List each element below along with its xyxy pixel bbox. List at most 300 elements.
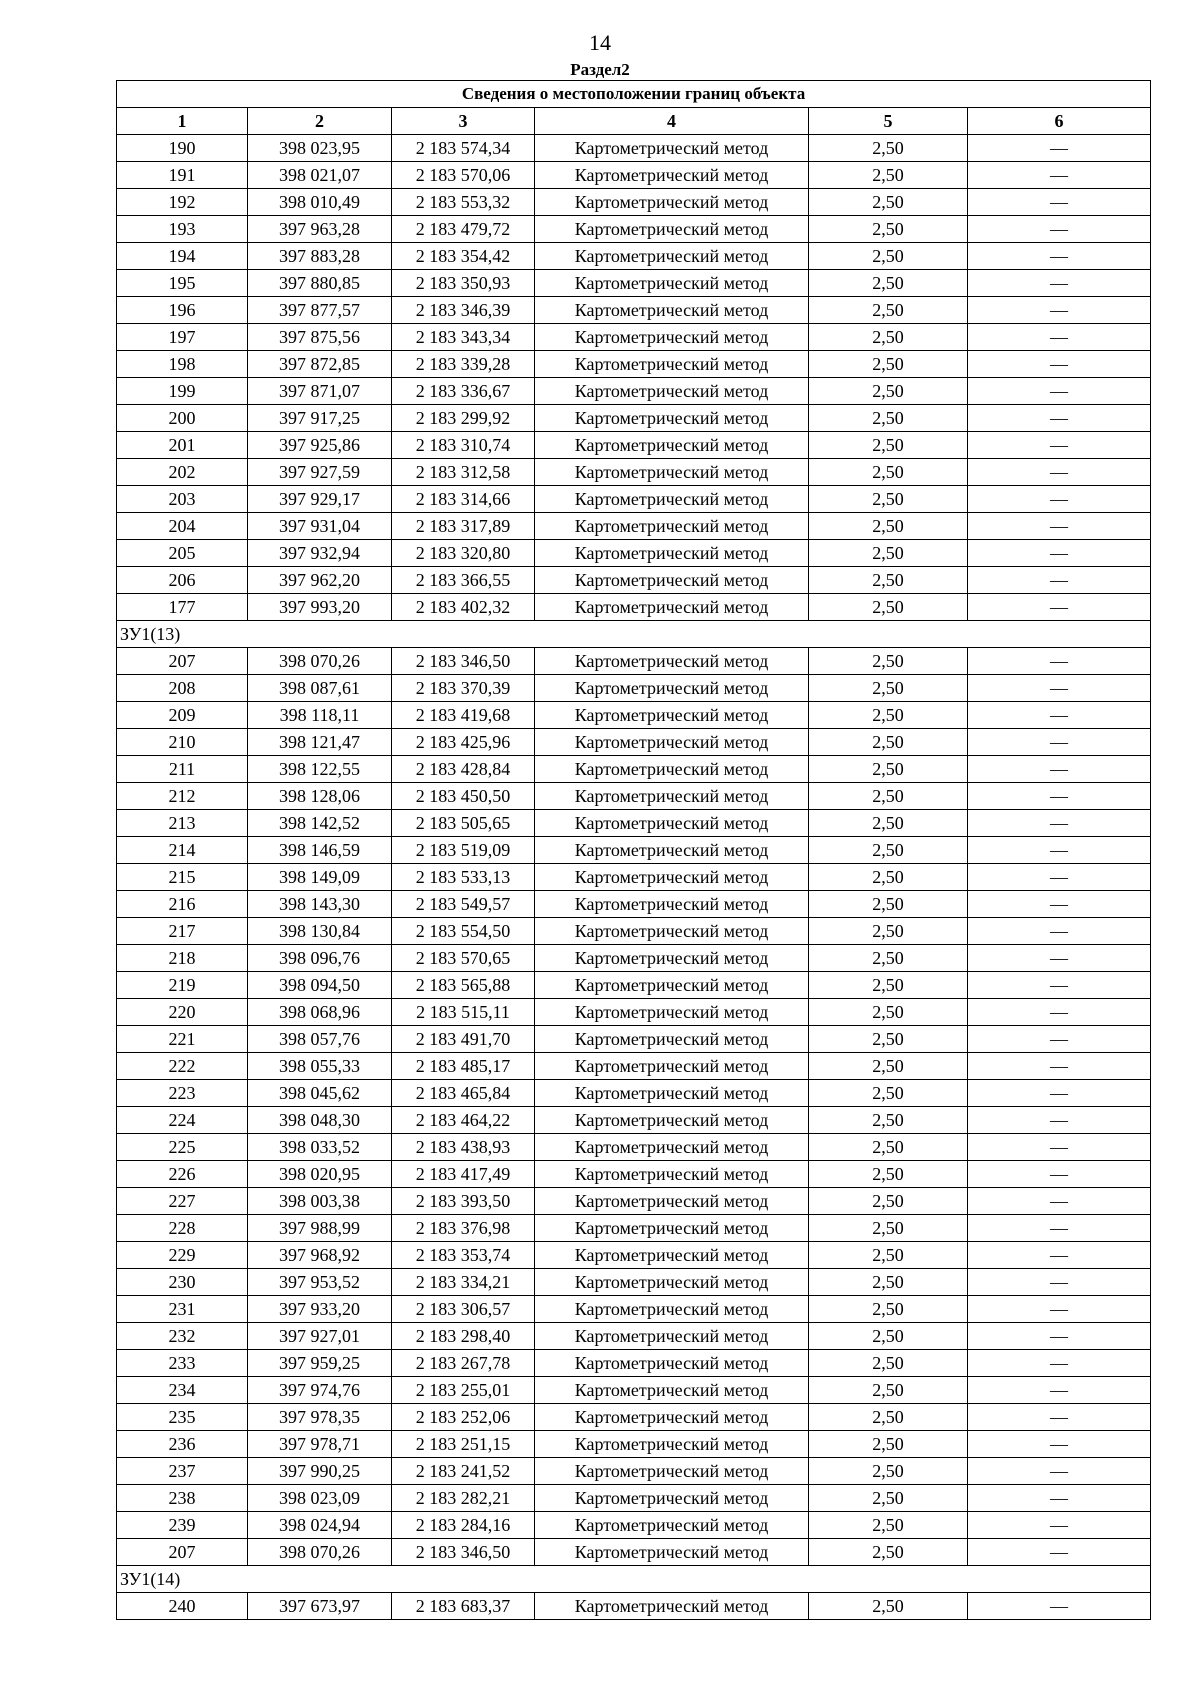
table-row — [117, 783, 1151, 810]
x-coordinate-cell: 397 925,86 — [248, 432, 392, 459]
accuracy-cell: 2,50 — [809, 1350, 968, 1377]
description-cell: — — [968, 945, 1151, 972]
section-title: Раздел2 — [570, 60, 630, 79]
accuracy-cell: 2,50 — [809, 837, 968, 864]
column-header: 6 — [968, 108, 1151, 135]
y-coordinate-cell: 2 183 306,57 — [392, 1296, 535, 1323]
table-row — [117, 405, 1151, 432]
table-caption: Сведения о местоположении границ объекта — [117, 81, 1151, 108]
accuracy-cell: 2,50 — [809, 459, 968, 486]
description-cell: — — [968, 918, 1151, 945]
y-coordinate-cell: 2 183 479,72 — [392, 216, 535, 243]
accuracy-cell: 2,50 — [809, 1053, 968, 1080]
description-cell: — — [968, 1431, 1151, 1458]
point-number-cell: 214 — [117, 837, 248, 864]
accuracy-cell: 2,50 — [809, 270, 968, 297]
point-number-cell: 220 — [117, 999, 248, 1026]
x-coordinate-cell: 397 968,92 — [248, 1242, 392, 1269]
method-cell: Картометрический метод — [535, 702, 809, 729]
x-coordinate-cell: 398 020,95 — [248, 1161, 392, 1188]
method-cell: Картометрический метод — [535, 1296, 809, 1323]
x-coordinate-cell: 398 033,52 — [248, 1134, 392, 1161]
table-row — [117, 135, 1151, 162]
y-coordinate-cell: 2 183 519,09 — [392, 837, 535, 864]
table-row — [117, 459, 1151, 486]
accuracy-cell: 2,50 — [809, 567, 968, 594]
x-coordinate-cell: 397 988,99 — [248, 1215, 392, 1242]
accuracy-cell: 2,50 — [809, 1296, 968, 1323]
description-cell: — — [968, 243, 1151, 270]
method-cell: Картометрический метод — [535, 1377, 809, 1404]
table-row — [117, 1539, 1151, 1566]
table-row — [117, 594, 1151, 621]
description-cell: — — [968, 405, 1151, 432]
description-cell: — — [968, 324, 1151, 351]
y-coordinate-cell: 2 183 570,06 — [392, 162, 535, 189]
method-cell: Картометрический метод — [535, 864, 809, 891]
table-row — [117, 918, 1151, 945]
point-number-cell: 201 — [117, 432, 248, 459]
description-cell: — — [968, 1593, 1151, 1620]
y-coordinate-cell: 2 183 346,39 — [392, 297, 535, 324]
accuracy-cell: 2,50 — [809, 891, 968, 918]
y-coordinate-cell: 2 183 366,55 — [392, 567, 535, 594]
method-cell: Картометрический метод — [535, 1053, 809, 1080]
method-cell: Картометрический метод — [535, 1404, 809, 1431]
description-cell: — — [968, 1161, 1151, 1188]
y-coordinate-cell: 2 183 353,74 — [392, 1242, 535, 1269]
y-coordinate-cell: 2 183 339,28 — [392, 351, 535, 378]
x-coordinate-cell: 398 149,09 — [248, 864, 392, 891]
y-coordinate-cell: 2 183 310,74 — [392, 432, 535, 459]
description-cell: — — [968, 297, 1151, 324]
table-row — [117, 702, 1151, 729]
description-cell: — — [968, 837, 1151, 864]
accuracy-cell: 2,50 — [809, 918, 968, 945]
x-coordinate-cell: 398 121,47 — [248, 729, 392, 756]
method-cell: Картометрический метод — [535, 1323, 809, 1350]
y-coordinate-cell: 2 183 419,68 — [392, 702, 535, 729]
description-cell: — — [968, 1053, 1151, 1080]
table-row — [117, 1188, 1151, 1215]
accuracy-cell: 2,50 — [809, 297, 968, 324]
description-cell: — — [968, 972, 1151, 999]
x-coordinate-cell: 398 024,94 — [248, 1512, 392, 1539]
point-number-cell: 228 — [117, 1215, 248, 1242]
description-cell: — — [968, 999, 1151, 1026]
table-row — [117, 810, 1151, 837]
method-cell: Картометрический метод — [535, 324, 809, 351]
x-coordinate-cell: 398 146,59 — [248, 837, 392, 864]
description-cell: — — [968, 1269, 1151, 1296]
point-number-cell: 230 — [117, 1269, 248, 1296]
y-coordinate-cell: 2 183 450,50 — [392, 783, 535, 810]
point-number-cell: 234 — [117, 1377, 248, 1404]
description-cell: — — [968, 1323, 1151, 1350]
method-cell: Картометрический метод — [535, 756, 809, 783]
description-cell: — — [968, 513, 1151, 540]
table-row — [117, 1404, 1151, 1431]
y-coordinate-cell: 2 183 317,89 — [392, 513, 535, 540]
method-cell: Картометрический метод — [535, 378, 809, 405]
accuracy-cell: 2,50 — [809, 405, 968, 432]
column-header: 4 — [535, 108, 809, 135]
point-number-cell: 219 — [117, 972, 248, 999]
point-number-cell: 222 — [117, 1053, 248, 1080]
description-cell: — — [968, 783, 1151, 810]
y-coordinate-cell: 2 183 393,50 — [392, 1188, 535, 1215]
point-number-cell: 199 — [117, 378, 248, 405]
accuracy-cell: 2,50 — [809, 162, 968, 189]
page-number: 14 — [589, 30, 611, 55]
point-number-cell: 197 — [117, 324, 248, 351]
table-row — [117, 1107, 1151, 1134]
table-row — [117, 486, 1151, 513]
table-row — [117, 756, 1151, 783]
point-number-cell: 212 — [117, 783, 248, 810]
x-coordinate-cell: 397 959,25 — [248, 1350, 392, 1377]
table-row — [117, 864, 1151, 891]
description-cell: — — [968, 1512, 1151, 1539]
y-coordinate-cell: 2 183 267,78 — [392, 1350, 535, 1377]
y-coordinate-cell: 2 183 252,06 — [392, 1404, 535, 1431]
point-number-cell: 229 — [117, 1242, 248, 1269]
method-cell: Картометрический метод — [535, 891, 809, 918]
table-caption-row — [117, 81, 1151, 108]
x-coordinate-cell: 398 057,76 — [248, 1026, 392, 1053]
method-cell: Картометрический метод — [535, 594, 809, 621]
x-coordinate-cell: 397 963,28 — [248, 216, 392, 243]
method-cell: Картометрический метод — [535, 1269, 809, 1296]
point-number-cell: 177 — [117, 594, 248, 621]
point-number-cell: 240 — [117, 1593, 248, 1620]
description-cell: — — [968, 1188, 1151, 1215]
point-number-cell: 237 — [117, 1458, 248, 1485]
description-cell: — — [968, 1134, 1151, 1161]
point-number-cell: 205 — [117, 540, 248, 567]
x-coordinate-cell: 397 974,76 — [248, 1377, 392, 1404]
y-coordinate-cell: 2 183 554,50 — [392, 918, 535, 945]
y-coordinate-cell: 2 183 282,21 — [392, 1485, 535, 1512]
method-cell: Картометрический метод — [535, 648, 809, 675]
accuracy-cell: 2,50 — [809, 675, 968, 702]
point-number-cell: 233 — [117, 1350, 248, 1377]
point-number-cell: 191 — [117, 162, 248, 189]
method-cell: Картометрический метод — [535, 1026, 809, 1053]
method-cell: Картометрический метод — [535, 1107, 809, 1134]
column-header: 2 — [248, 108, 392, 135]
description-cell: — — [968, 1026, 1151, 1053]
description-cell: — — [968, 135, 1151, 162]
x-coordinate-cell: 398 142,52 — [248, 810, 392, 837]
point-number-cell: 204 — [117, 513, 248, 540]
accuracy-cell: 2,50 — [809, 999, 968, 1026]
accuracy-cell: 2,50 — [809, 1215, 968, 1242]
point-number-cell: 192 — [117, 189, 248, 216]
table-row — [117, 972, 1151, 999]
table-row — [117, 324, 1151, 351]
point-number-cell: 231 — [117, 1296, 248, 1323]
table-row — [117, 1593, 1151, 1620]
y-coordinate-cell: 2 183 485,17 — [392, 1053, 535, 1080]
y-coordinate-cell: 2 183 533,13 — [392, 864, 535, 891]
point-number-cell: 221 — [117, 1026, 248, 1053]
point-number-cell: 238 — [117, 1485, 248, 1512]
method-cell: Картометрический метод — [535, 1485, 809, 1512]
x-coordinate-cell: 398 118,11 — [248, 702, 392, 729]
table-row — [117, 1161, 1151, 1188]
y-coordinate-cell: 2 183 464,22 — [392, 1107, 535, 1134]
x-coordinate-cell: 398 130,84 — [248, 918, 392, 945]
point-number-cell: 210 — [117, 729, 248, 756]
x-coordinate-cell: 398 023,09 — [248, 1485, 392, 1512]
x-coordinate-cell: 398 087,61 — [248, 675, 392, 702]
method-cell: Картометрический метод — [535, 783, 809, 810]
table-row — [117, 162, 1151, 189]
method-cell: Картометрический метод — [535, 1134, 809, 1161]
method-cell: Картометрический метод — [535, 270, 809, 297]
accuracy-cell: 2,50 — [809, 540, 968, 567]
y-coordinate-cell: 2 183 241,52 — [392, 1458, 535, 1485]
method-cell: Картометрический метод — [535, 810, 809, 837]
method-cell: Картометрический метод — [535, 1188, 809, 1215]
x-coordinate-cell: 397 978,35 — [248, 1404, 392, 1431]
y-coordinate-cell: 2 183 354,42 — [392, 243, 535, 270]
description-cell: — — [968, 594, 1151, 621]
accuracy-cell: 2,50 — [809, 216, 968, 243]
y-coordinate-cell: 2 183 376,98 — [392, 1215, 535, 1242]
x-coordinate-cell: 398 048,30 — [248, 1107, 392, 1134]
method-cell: Картометрический метод — [535, 1512, 809, 1539]
method-cell: Картометрический метод — [535, 837, 809, 864]
group-label: ЗУ1(13) — [117, 621, 1151, 648]
table-row — [117, 1323, 1151, 1350]
table-row — [117, 1269, 1151, 1296]
y-coordinate-cell: 2 183 312,58 — [392, 459, 535, 486]
group-label: ЗУ1(14) — [117, 1566, 1151, 1593]
point-number-cell: 217 — [117, 918, 248, 945]
accuracy-cell: 2,50 — [809, 1512, 968, 1539]
description-cell: — — [968, 1404, 1151, 1431]
y-coordinate-cell: 2 183 549,57 — [392, 891, 535, 918]
accuracy-cell: 2,50 — [809, 729, 968, 756]
table-row — [117, 243, 1151, 270]
y-coordinate-cell: 2 183 428,84 — [392, 756, 535, 783]
column-header: 5 — [809, 108, 968, 135]
table-row — [117, 1350, 1151, 1377]
y-coordinate-cell: 2 183 565,88 — [392, 972, 535, 999]
description-cell: — — [968, 648, 1151, 675]
description-cell: — — [968, 1377, 1151, 1404]
point-number-cell: 206 — [117, 567, 248, 594]
x-coordinate-cell: 398 045,62 — [248, 1080, 392, 1107]
point-number-cell: 208 — [117, 675, 248, 702]
table-row — [117, 1080, 1151, 1107]
point-number-cell: 198 — [117, 351, 248, 378]
table-row — [117, 1215, 1151, 1242]
accuracy-cell: 2,50 — [809, 486, 968, 513]
description-cell: — — [968, 675, 1151, 702]
table-row — [117, 216, 1151, 243]
point-number-cell: 203 — [117, 486, 248, 513]
x-coordinate-cell: 397 978,71 — [248, 1431, 392, 1458]
accuracy-cell: 2,50 — [809, 945, 968, 972]
point-number-cell: 190 — [117, 135, 248, 162]
y-coordinate-cell: 2 183 574,34 — [392, 135, 535, 162]
table-row — [117, 567, 1151, 594]
description-cell: — — [968, 432, 1151, 459]
method-cell: Картометрический метод — [535, 513, 809, 540]
method-cell: Картометрический метод — [535, 405, 809, 432]
point-number-cell: 213 — [117, 810, 248, 837]
accuracy-cell: 2,50 — [809, 1323, 968, 1350]
method-cell: Картометрический метод — [535, 189, 809, 216]
column-header: 3 — [392, 108, 535, 135]
description-cell: — — [968, 1242, 1151, 1269]
method-cell: Картометрический метод — [535, 1215, 809, 1242]
accuracy-cell: 2,50 — [809, 1539, 968, 1566]
method-cell: Картометрический метод — [535, 351, 809, 378]
x-coordinate-cell: 397 962,20 — [248, 567, 392, 594]
method-cell: Картометрический метод — [535, 729, 809, 756]
table-row — [117, 189, 1151, 216]
table-row — [117, 432, 1151, 459]
description-cell: — — [968, 567, 1151, 594]
method-cell: Картометрический метод — [535, 918, 809, 945]
method-cell: Картометрический метод — [535, 432, 809, 459]
description-cell: — — [968, 702, 1151, 729]
x-coordinate-cell: 397 872,85 — [248, 351, 392, 378]
x-coordinate-cell: 397 953,52 — [248, 1269, 392, 1296]
point-number-cell: 227 — [117, 1188, 248, 1215]
x-coordinate-cell: 398 055,33 — [248, 1053, 392, 1080]
point-number-cell: 239 — [117, 1512, 248, 1539]
y-coordinate-cell: 2 183 284,16 — [392, 1512, 535, 1539]
table-row — [117, 999, 1151, 1026]
description-cell: — — [968, 459, 1151, 486]
x-coordinate-cell: 398 096,76 — [248, 945, 392, 972]
table-row — [117, 648, 1151, 675]
accuracy-cell: 2,50 — [809, 702, 968, 729]
accuracy-cell: 2,50 — [809, 1458, 968, 1485]
x-coordinate-cell: 398 070,26 — [248, 648, 392, 675]
method-cell: Картометрический метод — [535, 135, 809, 162]
description-cell: — — [968, 891, 1151, 918]
y-coordinate-cell: 2 183 346,50 — [392, 1539, 535, 1566]
accuracy-cell: 2,50 — [809, 324, 968, 351]
x-coordinate-cell: 397 877,57 — [248, 297, 392, 324]
x-coordinate-cell: 398 128,06 — [248, 783, 392, 810]
method-cell: Картометрический метод — [535, 1593, 809, 1620]
accuracy-cell: 2,50 — [809, 351, 968, 378]
table-row — [117, 1026, 1151, 1053]
method-cell: Картометрический метод — [535, 486, 809, 513]
point-number-cell: 232 — [117, 1323, 248, 1350]
description-cell: — — [968, 378, 1151, 405]
point-number-cell: 195 — [117, 270, 248, 297]
y-coordinate-cell: 2 183 346,50 — [392, 648, 535, 675]
y-coordinate-cell: 2 183 314,66 — [392, 486, 535, 513]
method-cell: Картометрический метод — [535, 216, 809, 243]
table-row — [117, 1053, 1151, 1080]
y-coordinate-cell: 2 183 299,92 — [392, 405, 535, 432]
x-coordinate-cell: 397 932,94 — [248, 540, 392, 567]
accuracy-cell: 2,50 — [809, 1431, 968, 1458]
table-row — [117, 1296, 1151, 1323]
x-coordinate-cell: 398 021,07 — [248, 162, 392, 189]
x-coordinate-cell: 398 122,55 — [248, 756, 392, 783]
boundary-coordinates-table — [116, 80, 1151, 1620]
accuracy-cell: 2,50 — [809, 1485, 968, 1512]
accuracy-cell: 2,50 — [809, 1593, 968, 1620]
x-coordinate-cell: 397 917,25 — [248, 405, 392, 432]
point-number-cell: 235 — [117, 1404, 248, 1431]
point-number-cell: 216 — [117, 891, 248, 918]
x-coordinate-cell: 397 990,25 — [248, 1458, 392, 1485]
x-coordinate-cell: 397 993,20 — [248, 594, 392, 621]
group-label-row — [117, 1566, 1151, 1593]
point-number-cell: 207 — [117, 648, 248, 675]
x-coordinate-cell: 398 003,38 — [248, 1188, 392, 1215]
accuracy-cell: 2,50 — [809, 432, 968, 459]
x-coordinate-cell: 398 023,95 — [248, 135, 392, 162]
description-cell: — — [968, 864, 1151, 891]
y-coordinate-cell: 2 183 255,01 — [392, 1377, 535, 1404]
x-coordinate-cell: 398 070,26 — [248, 1539, 392, 1566]
x-coordinate-cell: 397 875,56 — [248, 324, 392, 351]
accuracy-cell: 2,50 — [809, 378, 968, 405]
method-cell: Картометрический метод — [535, 540, 809, 567]
accuracy-cell: 2,50 — [809, 864, 968, 891]
y-coordinate-cell: 2 183 402,32 — [392, 594, 535, 621]
y-coordinate-cell: 2 183 570,65 — [392, 945, 535, 972]
x-coordinate-cell: 397 871,07 — [248, 378, 392, 405]
accuracy-cell: 2,50 — [809, 189, 968, 216]
table-row — [117, 1485, 1151, 1512]
point-number-cell: 225 — [117, 1134, 248, 1161]
description-cell: — — [968, 756, 1151, 783]
x-coordinate-cell: 397 673,97 — [248, 1593, 392, 1620]
accuracy-cell: 2,50 — [809, 810, 968, 837]
description-cell: — — [968, 351, 1151, 378]
table-row — [117, 1458, 1151, 1485]
table-body — [117, 135, 1151, 1620]
description-cell: — — [968, 1350, 1151, 1377]
method-cell: Картометрический метод — [535, 1161, 809, 1188]
y-coordinate-cell: 2 183 298,40 — [392, 1323, 535, 1350]
description-cell: — — [968, 1107, 1151, 1134]
method-cell: Картометрический метод — [535, 1080, 809, 1107]
accuracy-cell: 2,50 — [809, 135, 968, 162]
accuracy-cell: 2,50 — [809, 1242, 968, 1269]
table-row — [117, 891, 1151, 918]
accuracy-cell: 2,50 — [809, 783, 968, 810]
method-cell: Картометрический метод — [535, 945, 809, 972]
accuracy-cell: 2,50 — [809, 594, 968, 621]
table-row — [117, 729, 1151, 756]
point-number-cell: 236 — [117, 1431, 248, 1458]
point-number-cell: 223 — [117, 1080, 248, 1107]
table-row — [117, 837, 1151, 864]
method-cell: Картометрический метод — [535, 1539, 809, 1566]
accuracy-cell: 2,50 — [809, 243, 968, 270]
y-coordinate-cell: 2 183 683,37 — [392, 1593, 535, 1620]
description-cell: — — [968, 1080, 1151, 1107]
table-row — [117, 675, 1151, 702]
point-number-cell: 202 — [117, 459, 248, 486]
table-row — [117, 945, 1151, 972]
table-row — [117, 351, 1151, 378]
